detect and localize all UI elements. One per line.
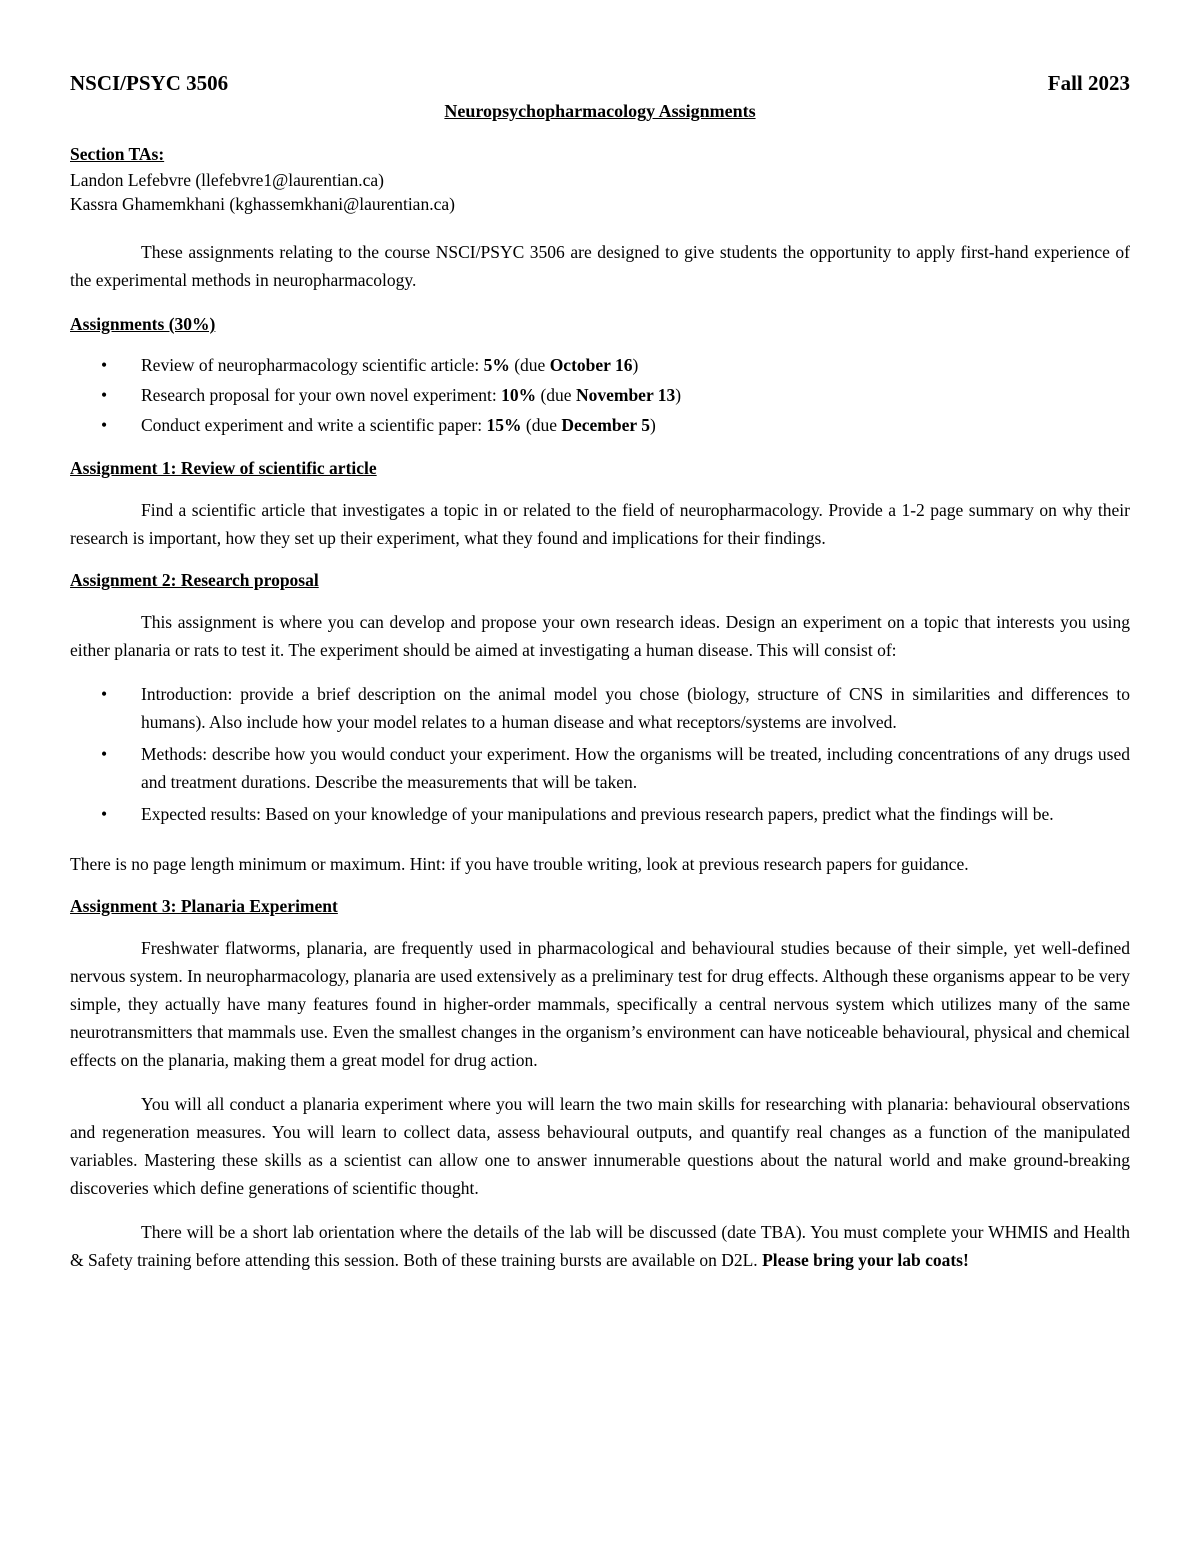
bullet-icon: • [101,804,108,824]
assignments-heading: Assignments (30%) [70,314,216,334]
list-item: • Introduction: provide a brief description on the animal model you chose (biology, structure of CNS in similarities and differences to humans). Also include how your model relates to a human disease and what receptors/systems are involved. [70,680,1130,736]
bullet-icon: • [101,415,108,435]
assignment-2-list [70,680,1130,828]
ta-entry: Kassra Ghamemkhani (kghassemkhani@laurentian.ca) [70,194,455,214]
intro-paragraph: These assignments relating to the course NSCI/PSYC 3506 are designed to give students the opportunity to apply first-hand experience of the experimental methods in neuropharmacology. [70,242,1130,290]
assignment-3-paragraph: You will all conduct a planaria experiment where you will learn the two main skills for researching with planaria: behavioural observations and regeneration measures. You will learn to collect data, assess behavioural outputs, and quantify real changes as a function of the manipulated variables. Mastering these skills as a scientist can allow one to answer innumerable questions about the natural world and make ground-breaking discoveries which define generations of scientific thought. [70,1094,1130,1198]
assignment-3-paragraph: Freshwater flatworms, planaria, are frequently used in pharmacological and behavioural studies because of their simple, yet well-defined nervous system. In neuropharmacology, planaria are used extensively as a preliminary test for drug effects. Although these organisms appear to be very simple, they actually have many features found in higher-order mammals, specifically a central nervous system which utilizes many of the same neurotransmitters that mammals use. Even the smallest changes in the organism’s environment can have noticeable behavioural, physical and chemical effects on the planaria, making them a great model for drug action. [70,938,1130,1070]
list-item: • Expected results: Based on your knowledge of your manipulations and previous research papers, predict what the findings will be. [70,800,1130,828]
assignment-1-heading: Assignment 1: Review of scientific article [70,458,377,478]
list-item: • Methods: describe how you would conduct your experiment. How the organisms will be treated, including concentrations of any drugs used and treatment durations. Describe the measurements that will be taken. [70,740,1130,796]
term: Fall 2023 [1047,71,1130,95]
tas-heading: Section TAs: [70,144,165,164]
list-item: • Research proposal for your own novel experiment: 10% (due November 13) [70,380,1130,410]
section-tas [70,140,1130,216]
assignments-list [70,350,1130,440]
bullet-icon: • [101,355,108,375]
ta-entry: Landon Lefebvre (llefebvre1@laurentian.ca) [70,170,384,190]
assignment-2-body: This assignment is where you can develop and propose your own research ideas. Design an experiment on a topic that interests you using either planaria or rats to test it. The experiment should be aimed at investigating a human disease. This will consist of: [70,612,1130,660]
bullet-icon: • [101,385,108,405]
bullet-icon: • [101,684,108,704]
assignment-1-body: Find a scientific article that investigates a topic in or related to the field of neuropharmacology. Provide a 1-2 page summary on why their research is important, how they set up their experiment, what they found and implications for their findings. [70,500,1130,548]
course-code: NSCI/PSYC 3506 [70,71,229,95]
lab-coat-reminder: Please bring your lab coats! [762,1250,969,1270]
assignment-2-note: There is no page length minimum or maximum. Hint: if you have trouble writing, look at previous research papers for guidance. [70,854,969,874]
list-item: • Review of neuropharmacology scientific article: 5% (due October 16) [70,350,1130,380]
list-item: • Conduct experiment and write a scientific paper: 15% (due December 5) [70,410,1130,440]
page-header [70,68,1130,98]
assignment-2-heading: Assignment 2: Research proposal [70,570,319,590]
assignment-3-heading: Assignment 3: Planaria Experiment [70,896,338,916]
assignment-3-paragraph: There will be a short lab orientation where the details of the lab will be discussed (date TBA). You must complete your WHMIS and Health & Safety training before attending this session. Both of these training bursts are available on D2L. Please bring your lab coats! [70,1222,1130,1270]
page-title: Neuropsychopharmacology Assignments [444,101,756,121]
bullet-icon: • [101,744,108,764]
document-page [70,68,1130,1274]
